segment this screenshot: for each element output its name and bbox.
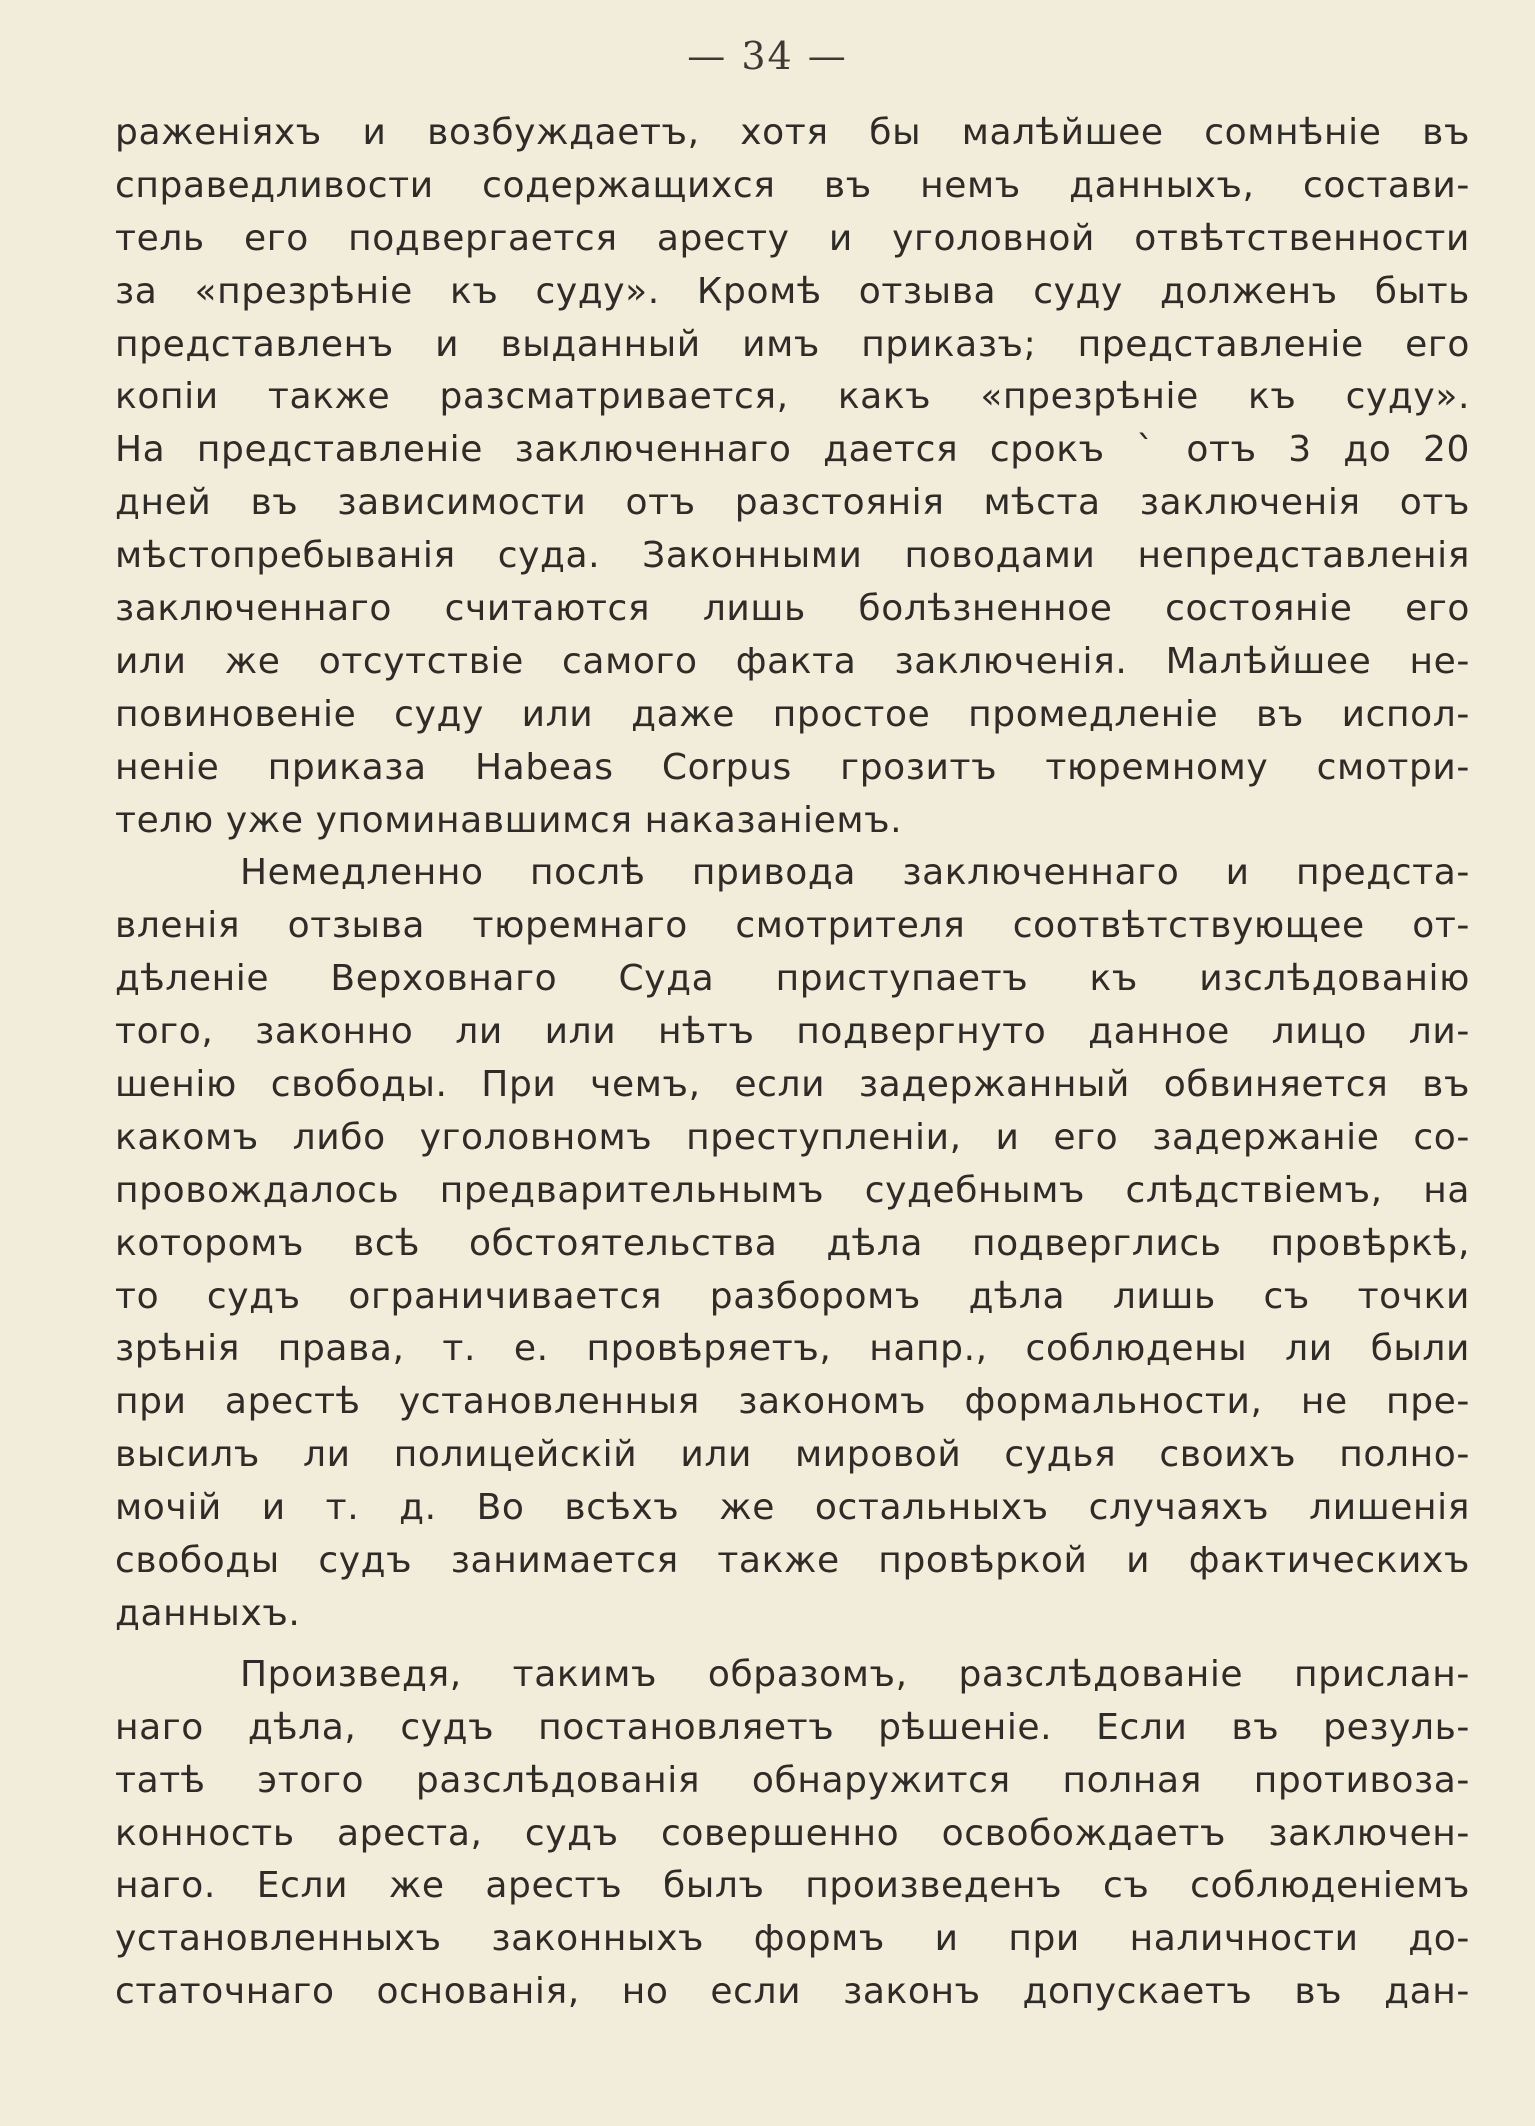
text-line: какомъ либо уголовномъ преступленіи, и его задержаніе со- (115, 1116, 1470, 1158)
text-line: неніе приказа Habeas Corpus грозитъ тюремному смотри- (115, 746, 1470, 788)
text-line: дней въ зависимости отъ разстоянія мѣста заключенія отъ (115, 482, 1470, 524)
text-line: того, законно ли или нѣтъ подвергнуто данное лицо ли- (115, 1011, 1470, 1053)
text-line: вленія отзыва тюремнаго смотрителя соотвѣтствующее от- (115, 905, 1470, 947)
text-line: Немедленно послѣ привода заключеннаго и предста- (240, 852, 1470, 894)
text-line: копіи также разсматривается, какъ «презрѣніе къ суду». (115, 376, 1470, 418)
text-line: Произведя, такимъ образомъ, разслѣдованіе прислан- (240, 1653, 1470, 1695)
text-line: наго дѣла, судъ постановляетъ рѣшеніе. Если въ резуль- (115, 1706, 1470, 1748)
text-line: татѣ этого разслѣдованія обнаружится полная противоза- (115, 1759, 1470, 1801)
text-line: высилъ ли полицейскій или мировой судья своихъ полно- (115, 1434, 1470, 1476)
text-line: заключеннаго считаются лишь болѣзненное состояніе его (115, 588, 1470, 630)
text-line: конность ареста, судъ совершенно освобождаетъ заключен- (115, 1812, 1470, 1854)
paragraph-3 (115, 1649, 1470, 2019)
text-line: представленъ и выданный имъ приказъ; представленіе его (115, 323, 1470, 365)
paragraph-1 (115, 107, 1470, 847)
text-line: установленныхъ законныхъ формъ и при наличности до- (115, 1918, 1470, 1960)
text-line: мочій и т. д. Во всѣхъ же остальныхъ случаяхъ лишенія (115, 1487, 1470, 1529)
text-line: справедливости содержащихся въ немъ данныхъ, состави- (115, 164, 1470, 206)
text-line: данныхъ. (115, 1592, 301, 1634)
text-line: то судъ ограничивается разборомъ дѣла лишь съ точки (115, 1275, 1470, 1317)
text-line: дѣленіе Верховнаго Суда приступаетъ къ изслѣдованію (115, 958, 1470, 1000)
text-line: раженіяхъ и возбуждаетъ, хотя бы малѣйшее сомнѣніе въ (115, 112, 1470, 153)
text-line: На представленіе заключеннаго дается срокъ ` отъ 3 до 20 (115, 429, 1470, 471)
text-line: телю уже упоминавшимся наказаніемъ. (115, 799, 903, 841)
text-line: свободы судъ занимается также провѣркой и фактическихъ (115, 1540, 1470, 1582)
text-line: повиновеніе суду или даже простое промедленіе въ испол- (115, 693, 1470, 735)
text-line: тель его подвергается аресту и уголовной отвѣтственности (115, 217, 1470, 259)
paragraph-2 (115, 847, 1470, 1640)
text-line: зрѣнія права, т. е. провѣряетъ, напр., соблюдены ли были (115, 1328, 1470, 1370)
body-text (115, 107, 1470, 2019)
page-number: — 34 — (687, 34, 848, 78)
text-line: шенію свободы. При чемъ, если задержанный обвиняется въ (115, 1064, 1470, 1106)
paragraph-gap (115, 1641, 1470, 1649)
text-line: провождалось предварительнымъ судебнымъ слѣдствіемъ, на (115, 1169, 1470, 1211)
text-line: статочнаго основанія, но если законъ допускаетъ въ дан- (115, 1971, 1470, 2013)
text-line: за «презрѣніе къ суду». Кромѣ отзыва суду долженъ быть (115, 270, 1470, 312)
text-line: которомъ всѣ обстоятельства дѣла подверглись провѣркѣ, (115, 1222, 1470, 1264)
text-line: или же отсутствіе самого факта заключенія. Малѣйшее не- (115, 640, 1470, 682)
text-line: наго. Если же арестъ былъ произведенъ съ соблюденіемъ (115, 1865, 1470, 1907)
text-line: мѣстопребыванія суда. Законными поводами непредставленія (115, 535, 1470, 577)
text-line: при арестѣ установленныя закономъ формальности, не пре- (115, 1381, 1470, 1423)
